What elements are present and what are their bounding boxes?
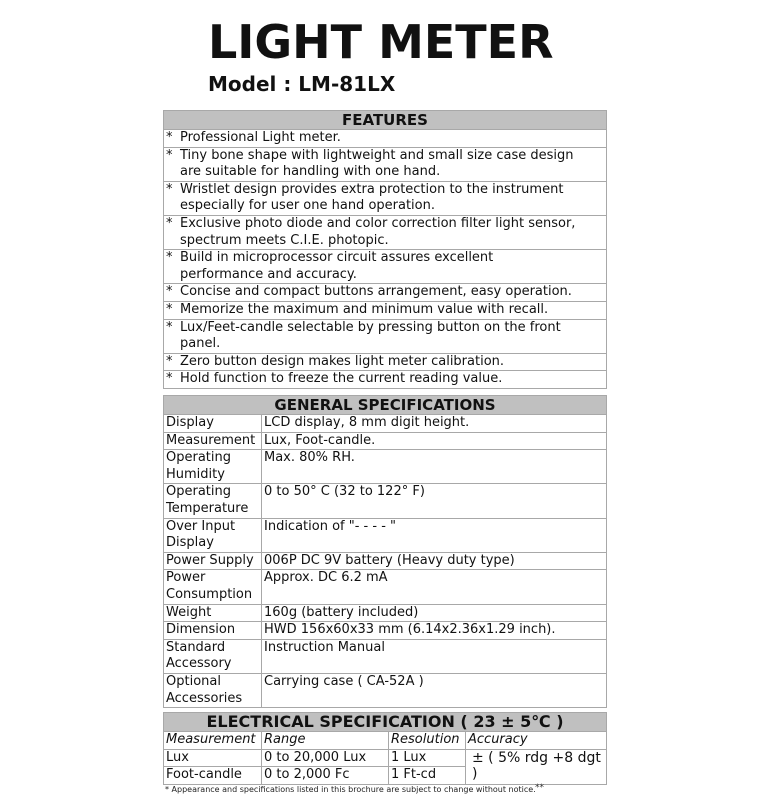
- feature-row: * Tiny bone shape with lightweight and small size case design are suitable for handling with one hand.: [164, 147, 607, 181]
- spec-row: [164, 484, 607, 518]
- feature-row: * Professional Light meter.: [164, 130, 607, 148]
- feature-row: * Exclusive photo diode and color correction filter light sensor, spectrum meets C.I.E. photopic.: [164, 215, 607, 249]
- feature-row: * Memorize the maximum and minimum value with recall.: [164, 301, 607, 319]
- table-row: [164, 749, 607, 767]
- spec-row: [164, 518, 607, 552]
- range-cell: 0 to 20,000 Lux: [262, 749, 389, 767]
- general-specifications-table: [163, 395, 607, 708]
- footnote: * Appearance and specifications listed in this brochure are subject to change without notice.: [165, 785, 536, 794]
- spec-row: [164, 450, 607, 484]
- features-table: [163, 110, 607, 389]
- accuracy-cell: ± ( 5% rdg +8 dgt ): [466, 749, 607, 784]
- spec-row: [164, 552, 607, 570]
- spec-value: Instruction Manual: [262, 639, 607, 673]
- spec-label: Over Input Display: [164, 518, 262, 552]
- spec-row: [164, 639, 607, 673]
- feature-row: * Zero button design makes light meter calibration.: [164, 353, 607, 371]
- feature-row: * Lux/Feet-candle selectable by pressing button on the front panel.: [164, 319, 607, 353]
- spec-row: [164, 673, 607, 707]
- spec-value: LCD display, 8 mm digit height.: [262, 415, 607, 433]
- spec-label: Dimension: [164, 622, 262, 640]
- feature-row: * Build in microprocessor circuit assures excellent performance and accuracy.: [164, 250, 607, 284]
- spec-label: Power Supply: [164, 552, 262, 570]
- resolution-cell: 1 Lux: [389, 749, 466, 767]
- spec-row: [164, 415, 607, 433]
- spec-value: Lux, Foot-candle.: [262, 432, 607, 450]
- spec-row: [164, 570, 607, 604]
- page-title: LIGHT METER: [208, 15, 554, 69]
- spec-row: [164, 622, 607, 640]
- spec-label: Optional Accessories: [164, 673, 262, 707]
- spec-value: Max. 80% RH.: [262, 450, 607, 484]
- column-header-resolution: Resolution: [389, 732, 466, 750]
- spec-label: Operating Humidity: [164, 450, 262, 484]
- spec-value: HWD 156x60x33 mm (6.14x2.36x1.29 inch).: [262, 622, 607, 640]
- column-headers: [164, 732, 607, 750]
- feature-row: * Wristlet design provides extra protection to the instrument especially for user one hand operation.: [164, 181, 607, 215]
- column-header-measurement: Measurement: [164, 732, 262, 750]
- footer-marks: **: [535, 783, 544, 793]
- measurement-cell: Foot-candle: [164, 767, 262, 785]
- spec-row: [164, 604, 607, 622]
- spec-label: Standard Accessory: [164, 639, 262, 673]
- spec-value: 006P DC 9V battery (Heavy duty type): [262, 552, 607, 570]
- feature-row: * Hold function to freeze the current reading value.: [164, 371, 607, 389]
- spec-value: Approx. DC 6.2 mA: [262, 570, 607, 604]
- spec-label: Measurement: [164, 432, 262, 450]
- feature-row: * Concise and compact buttons arrangement, easy operation.: [164, 284, 607, 302]
- resolution-cell: 1 Ft-cd: [389, 767, 466, 785]
- measurement-cell: Lux: [164, 749, 262, 767]
- spec-label: Power Consumption: [164, 570, 262, 604]
- spec-value: 160g (battery included): [262, 604, 607, 622]
- column-header-range: Range: [262, 732, 389, 750]
- spec-row: [164, 432, 607, 450]
- column-header-accuracy: Accuracy: [466, 732, 607, 750]
- features-heading: FEATURES: [164, 111, 607, 130]
- spec-label: Operating Temperature: [164, 484, 262, 518]
- model-number: Model : LM-81LX: [208, 72, 396, 96]
- electrical-specification-table: [163, 712, 607, 785]
- general-heading: GENERAL SPECIFICATIONS: [164, 396, 607, 415]
- spec-value: 0 to 50° C (32 to 122° F): [262, 484, 607, 518]
- range-cell: 0 to 2,000 Fc: [262, 767, 389, 785]
- spec-value: Indication of "- - - - ": [262, 518, 607, 552]
- spec-label: Display: [164, 415, 262, 433]
- spec-label: Weight: [164, 604, 262, 622]
- electrical-heading: ELECTRICAL SPECIFICATION ( 23 ± 5℃ ): [164, 713, 607, 732]
- spec-value: Carrying case ( CA-52A ): [262, 673, 607, 707]
